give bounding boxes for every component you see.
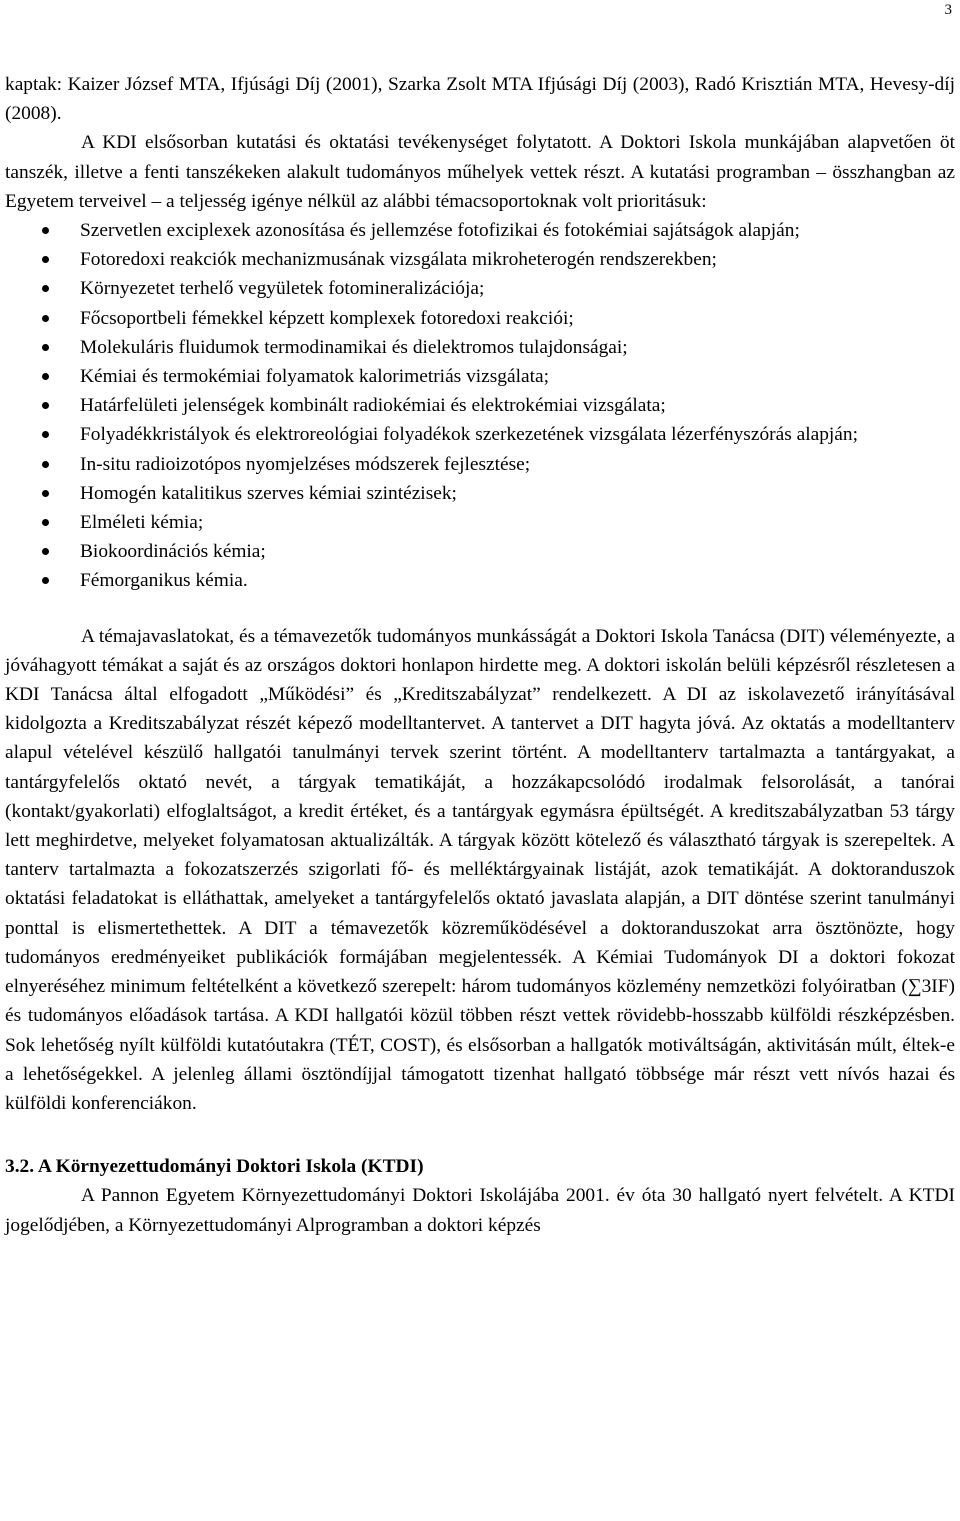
- document-body: [5, 70, 955, 1240]
- list-item: [5, 479, 955, 508]
- list-item-text: Főcsoportbeli fémekkel képzett komplexek fotoredoxi reakciói;: [80, 307, 574, 329]
- bullet-icon: [42, 227, 49, 234]
- list-item-text: Fotoredoxi reakciók mechanizmusának vizsgálata mikroheterogén rendszerekben;: [80, 249, 717, 271]
- list-item-text: Határfelületi jelenségek kombinált radiokémiai és elektrokémiai vizsgálata;: [80, 395, 666, 417]
- list-item: [5, 508, 955, 537]
- bullet-icon: [42, 461, 49, 468]
- list-item: [5, 420, 955, 449]
- bullet-icon: [42, 256, 49, 263]
- list-item: [5, 362, 955, 391]
- bullet-icon: [42, 548, 49, 555]
- list-item: [5, 274, 955, 303]
- list-item: [5, 450, 955, 479]
- list-item-text: Elméleti kémia;: [80, 512, 204, 534]
- kdi-paragraph: A KDI elsősorban kutatási és oktatási tevékenységet folytatott. A Doktori Iskola munkájában alapvetően öt tanszék, illetve a fenti tanszékeken alakult tudományos műhelyek vettek részt. A kutatási programban – összhangban az Egyetem terveivel – a teljesség igénye nélkül az alábbi témacsoportoknak volt prioritásuk:: [5, 132, 955, 212]
- bullet-icon: [42, 577, 49, 584]
- list-item-text: Kémiai és termokémiai folyamatok kalorimetriás vizsgálata;: [80, 366, 549, 388]
- bullet-icon: [42, 315, 49, 322]
- list-item-text: Homogén katalitikus szerves kémiai szintézisek;: [80, 482, 457, 504]
- list-item: [5, 391, 955, 420]
- bullet-icon: [42, 431, 49, 438]
- list-item: [5, 245, 955, 274]
- research-topics-list: [5, 216, 955, 596]
- ktdi-paragraph: A Pannon Egyetem Környezettudományi Doktori Iskolájába 2001. év óta 30 hallgató nyert felvételt. A KTDI jogelődjében, a Környezettudományi Alprogramban a doktori képzés: [5, 1185, 955, 1236]
- list-item: [5, 304, 955, 333]
- list-item-text: Szervetlen exciplexek azonosítása és jellemzése fotofizikai és fotokémiai sajátságok alapján;: [80, 220, 800, 242]
- bullet-icon: [42, 519, 49, 526]
- dit-paragraph: A témajavaslatokat, és a témavezetők tudományos munkásságát a Doktori Iskola Tanácsa (DIT) véleményezte, a jóváhagyott témákat a saját és az országos doktori honlapon hirdette meg. A doktori iskolán belüli képzésről részletesen a KDI Tanácsa által elfogadott „Működési” és „Kreditszabályzat” rendelkezett. A DI az iskolavezető irányításával kidolgozta a Kreditszabályzat részét képező modelltantervet. A tantervet a DIT hagyta jóvá. Az oktatás a modelltanterv alapul vételével készülő hallgatói tanulmányi tervek szerint történt. A modelltanterv tartalmazta a tantárgyakat, a tantárgyfelelős oktató nevét, a tárgyak tematikáját, a hozzákapcsolódó irodalmak felsorolását, a tanórai (kontakt/gyakorlati) elfoglaltságot, a kredit értéket, és a tantárgyak egymásra épültségét. A kreditszabályzatban 53 tárgy lett meghirdetve, melyeket folyamatosan aktualizálták. A tárgyak között kötelező és választható tárgyak is szerepeltek. A tanterv tartalmazta a fokozatszerzés szigorlati fő- és melléktárgyainak listáját, azok tematikáját. A doktoranduszok oktatási feladatokat is elláthattak, amelyeket a tantárgyfelelős oktató javaslata alapján, a DIT döntése szerint tanulmányi ponttal is elismertethettek. A DIT a témavezetők közreműködésével a doktoranduszokat arra ösztönözte, hogy tudományos eredményeiket publikációk formájában megjelentessék. A Kémiai Tudományok DI a doktori fokozat elnyeréséhez minimum feltételként a következő szerepelt: három tudományos közlemény nemzetközi folyóiratban (∑3IF) és tudományos előadások tartása. A KDI hallgatói közül többen részt vettek rövidebb-hosszabb külföldi részképzésben. Sok lehetőség nyílt külföldi kutatóutakra (TÉT, COST), és elsősorban a hallgatók motiváltságán, aktivitásán múlt, éltek-e a lehetőségekkel. A jelenleg állami ösztöndíjjal támogatott tizenhat hallgató többsége már részt vett nívós hazai és külföldi konferenciákon.: [5, 625, 955, 1114]
- list-item: [5, 537, 955, 566]
- bullet-icon: [42, 285, 49, 292]
- list-item-text: Környezetet terhelő vegyületek fotomineralizációja;: [80, 278, 485, 300]
- bullet-icon: [42, 373, 49, 380]
- list-item: [5, 216, 955, 245]
- list-item-text: Folyadékkristályok és elektroreológiai folyadékok szerkezetének vizsgálata lézerfényszórás alapján;: [80, 424, 858, 446]
- page-number: 3: [944, 2, 952, 18]
- bullet-icon: [42, 490, 49, 497]
- list-item: [5, 333, 955, 362]
- bullet-icon: [42, 402, 49, 409]
- section-heading: 3.2. A Környezettudományi Doktori Iskola (KTDI): [5, 1156, 424, 1178]
- list-item-text: Molekuláris fluidumok termodinamikai és dielektromos tulajdonságai;: [80, 336, 628, 358]
- list-item: [5, 566, 955, 595]
- intro-paragraph: kaptak: Kaizer József MTA, Ifjúsági Díj (2001), Szarka Zsolt MTA Ifjúsági Díj (2003), Radó Krisztián MTA, Hevesy-díj (2008).: [5, 74, 955, 125]
- list-item-text: Fémorganikus kémia.: [80, 570, 248, 592]
- list-item-text: In-situ radioizotópos nyomjelzéses módszerek fejlesztése;: [80, 453, 531, 475]
- list-item-text: Biokoordinációs kémia;: [80, 541, 266, 563]
- bullet-icon: [42, 344, 49, 351]
